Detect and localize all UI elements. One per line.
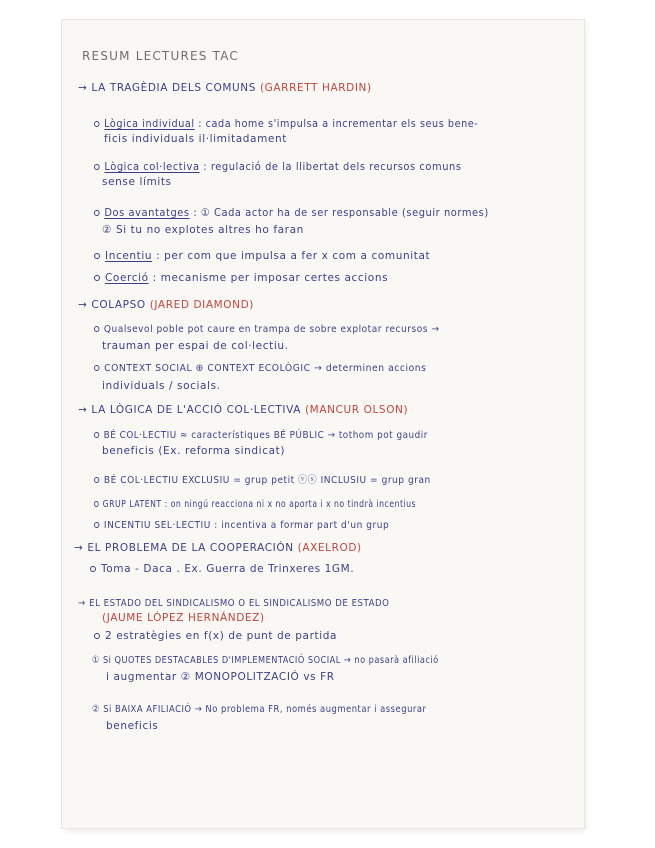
- item-text: per com que impulsa a fer x com a comunitat: [164, 250, 431, 262]
- list-item: [106, 671, 335, 683]
- section-author: (GARRETT HARDIN): [259, 82, 372, 94]
- section-author: (JARED DIAMOND): [149, 299, 254, 311]
- section-heading: [78, 598, 389, 610]
- list-item: [94, 324, 440, 336]
- item-text: beneficis: [106, 720, 159, 732]
- list-item: [102, 380, 221, 392]
- section-heading: [78, 82, 372, 94]
- list-item: Lògica individual : cada home s'impulsa a incrementar els seus bene-: [94, 118, 478, 130]
- list-item: [94, 499, 416, 511]
- item-label: Lògica col·lectiva: [104, 161, 200, 173]
- bullet-icon: [94, 501, 99, 507]
- item-label: Dos avantatges: [104, 207, 190, 219]
- item-text: trauman per espai de col·lectiu.: [102, 340, 289, 352]
- bullet-icon: [94, 210, 100, 216]
- list-item: [102, 340, 289, 352]
- section-title: EL ESTADO DEL SINDICALISMO O EL SINDICALISMO DE ESTADO: [89, 598, 390, 609]
- section-author: (MANCUR OLSON): [304, 404, 409, 416]
- item-text: ficis individuals il·limitadament: [104, 133, 287, 145]
- section-heading: [78, 299, 254, 311]
- bullet-icon: [94, 275, 100, 281]
- item-text: GRUP LATENT : on ningú reacciona ni x no aporta i x no tindrà incentius: [102, 499, 417, 510]
- bullet-icon: [94, 326, 99, 332]
- item-text: sense límits: [102, 176, 172, 188]
- bullet-icon: [94, 522, 99, 528]
- item-text: regulació de la llibertat dels recursos comuns: [210, 161, 462, 173]
- bullet-icon: [90, 566, 96, 572]
- list-item: [94, 475, 431, 487]
- section-author: (AXELROD): [297, 542, 362, 554]
- arrow-right-icon: →: [78, 82, 88, 94]
- list-item: [102, 445, 285, 457]
- section-title: EL PROBLEMA DE LA COOPERACIÓN: [87, 542, 294, 554]
- bullet-icon: [94, 121, 100, 127]
- bullet-icon: [94, 365, 100, 371]
- bullet-icon: [94, 432, 99, 438]
- list-item: [90, 563, 354, 575]
- item-label: Lògica individual: [104, 118, 195, 130]
- section-author: (JAUME LÓPEZ HERNÁNDEZ): [102, 612, 265, 624]
- section-title: LA TRAGÈDIA DELS COMUNS: [91, 82, 257, 94]
- section-title: COLAPSO: [91, 299, 146, 311]
- item-text: INCENTIU SEL·LECTIU : incentiva a formar part d'un grup: [103, 520, 390, 531]
- item-text: Qualsevol poble pot caure en trampa de sobre explotar recursos →: [103, 324, 440, 335]
- list-item: [104, 133, 287, 145]
- item-text: beneficis (Ex. reforma sindicat): [102, 445, 286, 457]
- list-item: [92, 704, 426, 716]
- list-item: [94, 630, 337, 642]
- item-text: ① Si QUOTES DESTACABLES D'IMPLEMENTACIÓ SOCIAL → no pasarà afiliació: [92, 655, 439, 666]
- list-item: [94, 363, 427, 375]
- item-text: Toma - Daca . Ex. Guerra de Trinxeres 1GM.: [101, 563, 355, 575]
- list-item: [92, 655, 439, 667]
- list-item: [102, 224, 304, 236]
- item-text: individuals / socials.: [102, 380, 221, 392]
- list-item: [94, 520, 389, 532]
- item-text: cada home s'impulsa a incrementar els seus bene-: [205, 118, 479, 130]
- list-item: Incentiu : per com que impulsa a fer x com a comunitat: [94, 250, 430, 262]
- list-item: [102, 176, 172, 188]
- section-heading: [78, 404, 408, 416]
- list-item: Dos avantatges : ① Cada actor ha de ser responsable (seguir normes): [94, 207, 489, 219]
- item-text: ① Cada actor ha de ser responsable (seguir normes): [200, 207, 489, 219]
- section-heading: [74, 542, 362, 554]
- list-item: [106, 720, 158, 732]
- list-item: Coerció : mecanisme per imposar certes accions: [94, 272, 388, 284]
- list-item: Lògica col·lectiva : regulació de la llibertat dels recursos comuns: [94, 161, 462, 173]
- page-title: RESUM LECTURES TAC: [82, 49, 239, 63]
- bullet-icon: [94, 633, 100, 639]
- item-text: ② Si BAIXA AFILIACIÓ → No problema FR, només augmentar i assegurar: [92, 704, 427, 715]
- arrow-right-icon: →: [78, 598, 86, 609]
- item-label: Coerció: [105, 272, 149, 284]
- bullet-icon: [94, 253, 100, 259]
- item-label: Incentiu: [105, 250, 153, 262]
- list-item: [94, 430, 428, 442]
- item-text: mecanisme per imposar certes accions: [160, 272, 389, 284]
- item-text: CONTEXT SOCIAL ⊕ CONTEXT ECOLÒGIC → determinen accions: [104, 363, 427, 374]
- arrow-right-icon: →: [78, 404, 88, 416]
- item-text: BÉ COL·LECTIU EXCLUSIU = grup petit ⓥⓢ INCLUSIU = grup gran: [103, 475, 431, 486]
- notebook-page: [62, 20, 584, 828]
- item-text: ② Si tu no explotes altres ho faran: [102, 224, 304, 236]
- bullet-icon: [94, 477, 99, 483]
- section-title: LA LÒGICA DE L'ACCIÓ COL·LECTIVA: [91, 404, 302, 416]
- bullet-icon: [94, 164, 100, 170]
- item-text: i augmentar ② MONOPOLITZACIÓ vs FR: [106, 671, 335, 683]
- item-text: 2 estratègies en f(x) de punt de partida: [105, 630, 338, 642]
- arrow-right-icon: →: [78, 299, 88, 311]
- arrow-right-icon: →: [74, 542, 84, 554]
- item-text: BÉ COL·LECTIU ≈ característiques BÉ PÚBLIC → tothom pot gaudir: [103, 430, 428, 441]
